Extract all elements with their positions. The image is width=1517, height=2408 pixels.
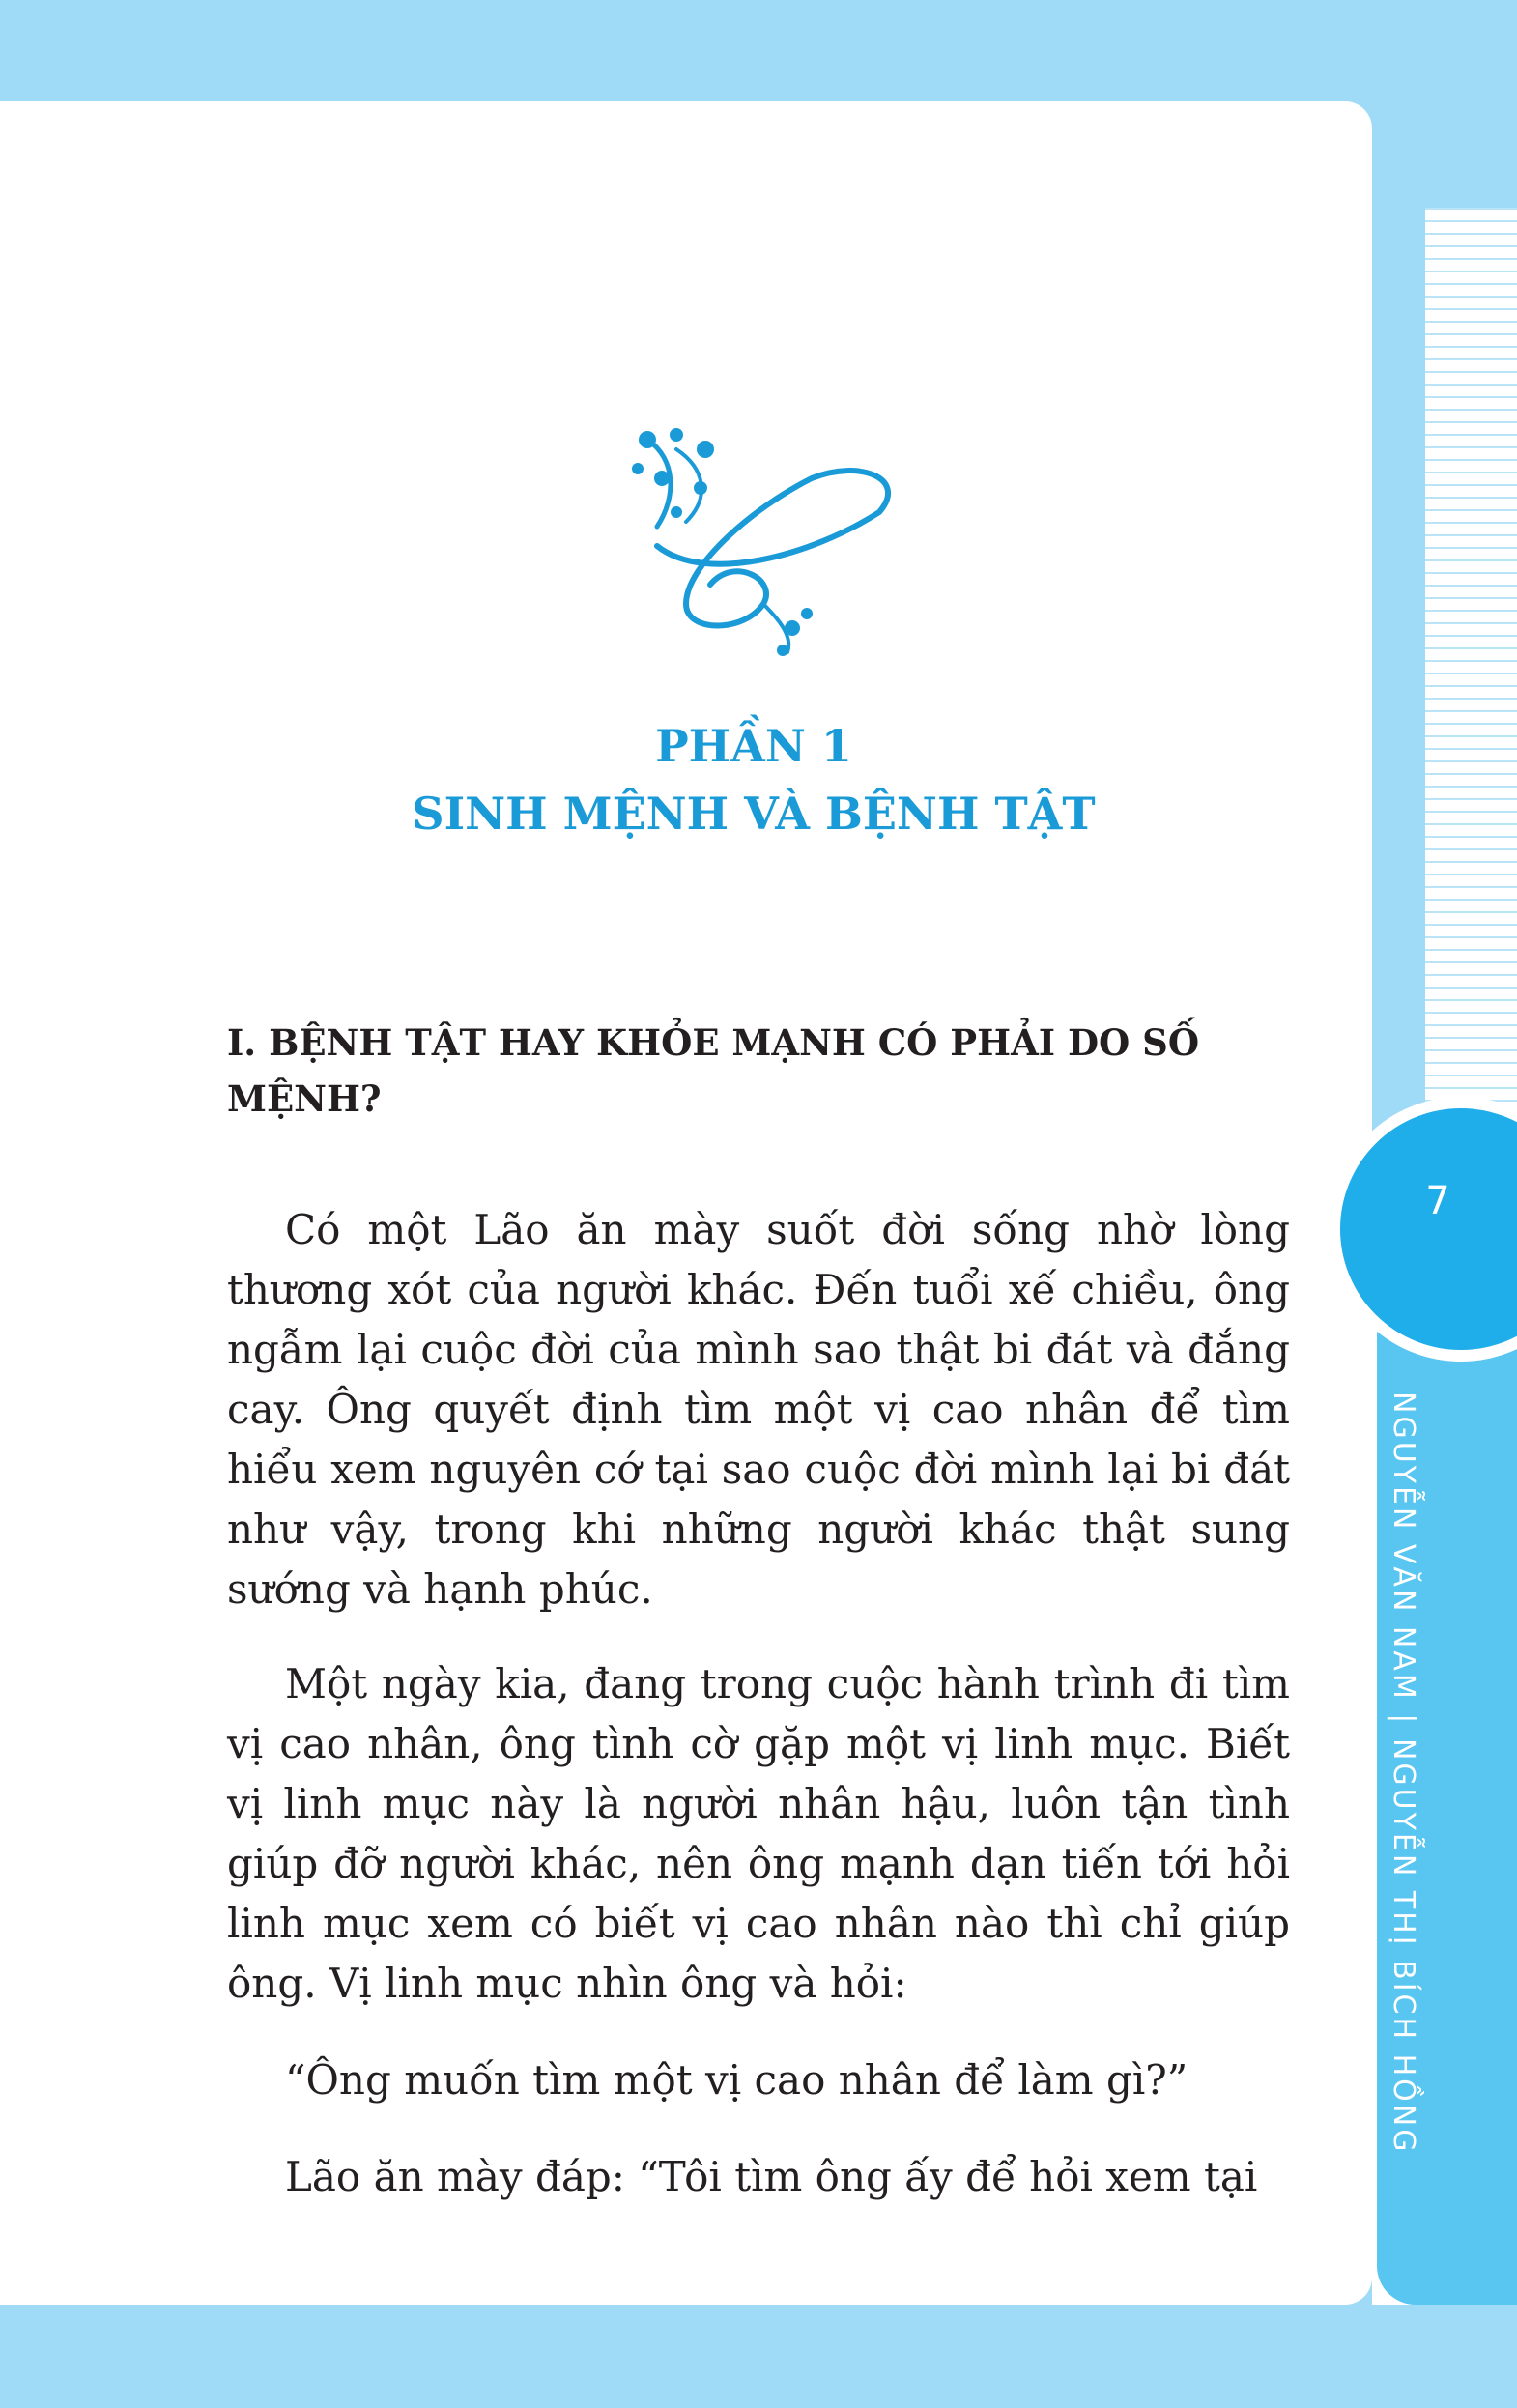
side-authors: NGUYỄN VĂN NAM | NGUYỄN THỊ BÍCH HỒNG <box>1387 1391 1420 2155</box>
chapter-title: SINH MỆNH VÀ BỆNH TẬT <box>412 788 1096 840</box>
paragraph: Có một Lão ăn mày suốt đời sống nhờ lòng thương xót của người khác. Đến tuổi xế chiều, ông ngẫm lại cuộc đời của mình sao thật bi đát và đắng cay. Ông quyết định tìm một vị cao nhân để tìm hiểu xem nguyên cớ tại sao cuộc đời mình lại bi đát như vậy, trong khi những người khác thật sung sướng và hạnh phúc. <box>227 1206 1290 1613</box>
top-band <box>0 0 1517 101</box>
edge-ruler <box>1425 208 1517 1135</box>
paragraph: Một ngày kia, đang trong cuộc hành trình đi tìm vị cao nhân, ông tình cờ gặp một vị linh mục. Biết vị linh mục này là người nhân hậu, luôn tận tình giúp đỡ người khác, nên ông mạnh dạn tiến tới hỏi linh mục xem có biết vị cao nhân nào thì chỉ giúp ông. Vị linh mục nhìn ông và hỏi: <box>227 1660 1290 2007</box>
section-heading: I. BỆNH TẬT HAY KHỎE MẠNH CÓ PHẢI DO SỐ MỆNH? <box>227 1021 1200 1120</box>
chapter-label: PHẦN 1 <box>655 720 852 772</box>
bottom-band <box>0 2305 1517 2408</box>
page-tab <box>1406 101 1517 208</box>
paragraph: “Ông muốn tìm một vị cao nhân để làm gì?” <box>285 2056 1188 2104</box>
paragraph: Lão ăn mày đáp: “Tôi tìm ông ấy để hỏi xem tại <box>285 2153 1258 2200</box>
page-number: 7 <box>1425 1179 1450 1223</box>
flourish-ornament-icon <box>618 420 908 662</box>
